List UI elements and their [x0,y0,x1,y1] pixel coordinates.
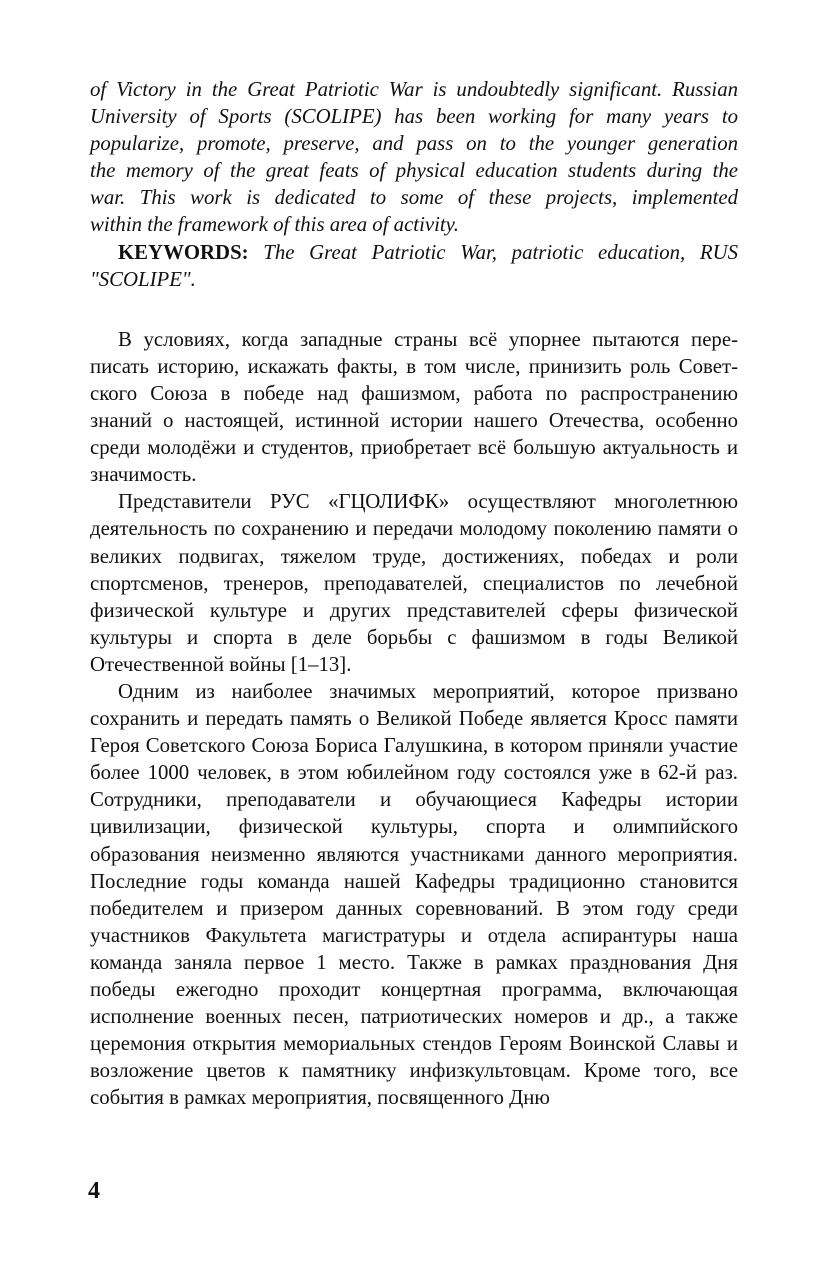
abstract-line: popularize, promote, preserve, and pass on to the younger generation [90,132,738,156]
abstract-paragraph [90,76,738,239]
section-gap [90,293,738,326]
body-paragraph: В условиях, когда западные страны всё упорнее пытаются переписать историю, искажать факты, в том числе, принизить роль Советского Союза в победе над фашизмом, работа по распространению знаний о настоящей, истинной истории нашего Отечества, особенно среди молодёжи и студентов, приобретает всё большую актуальность и значимость. [90,327,738,487]
body-paragraph: Одним из наиболее значимых мероприятий, которое призвано сохранить и передать память о Великой Победе является Кросс памяти Героя Советского Союза Бориса Галушкина, в котором приняли участие более 1000 человек, в этом юбилейном году состоялся уже в 62-й раз. Сотрудники, преподаватели и обучающиеся Кафедры истории цивилизации, физической культуры, спорта и олимпийского образования неизменно являются участниками данного мероприятия. Последние годы команда нашей Кафедры традиционно становится победителем и призером данных соревнований. В этом году среди участников Факультета магистратуры и отдела аспирантуры наша команда заняла первое 1 место. Также в рамках празднования Дня победы ежегодно проходит концертная программа, включающая исполнение военных песен, патриотических номеров и др., а также церемония открытия мемориальных стендов Героям Воинской Славы и возложение цветов к памятнику инфизкультовцам. Кроме того, все события в рамках мероприятия, посвященного Дню [90,679,738,1110]
abstract-line: within the framework of this area of activity. [90,213,459,237]
body-paragraph: Представители РУС «ГЦОЛИФК» осуществляют многолетнюю деятельность по сохранению и передачи молодому поколению памяти о великих подвигах, тяжелом труде, достижениях, победах и роли спортсменов, тренеров, преподавателей, специалистов по лечебной физической культуре и других представителей сферы физической культуры и спорта в деле борьбы с фашизмом в годы Великой Отечественной войны [1–13]. [90,490,738,676]
keywords-label: KEYWORDS: [118,240,249,264]
keywords-paragraph [90,239,738,293]
abstract-line: University of Sports (SCOLIPE) has been working for many years to [90,105,738,129]
abstract-line: of Victory in the Great Patriotic War is undoubtedly significant. Russian [90,78,738,101]
abstract-line: war. This work is dedicated to some of these projects, implemented [90,186,738,210]
page-number: 4 [88,1178,100,1204]
page-body [90,76,738,1111]
abstract-line: the memory of the great feats of physical education students during the [90,159,738,183]
keywords-text: The Great Patriotic War, patriotic education, RUS "SCOLIPE". [90,240,738,291]
